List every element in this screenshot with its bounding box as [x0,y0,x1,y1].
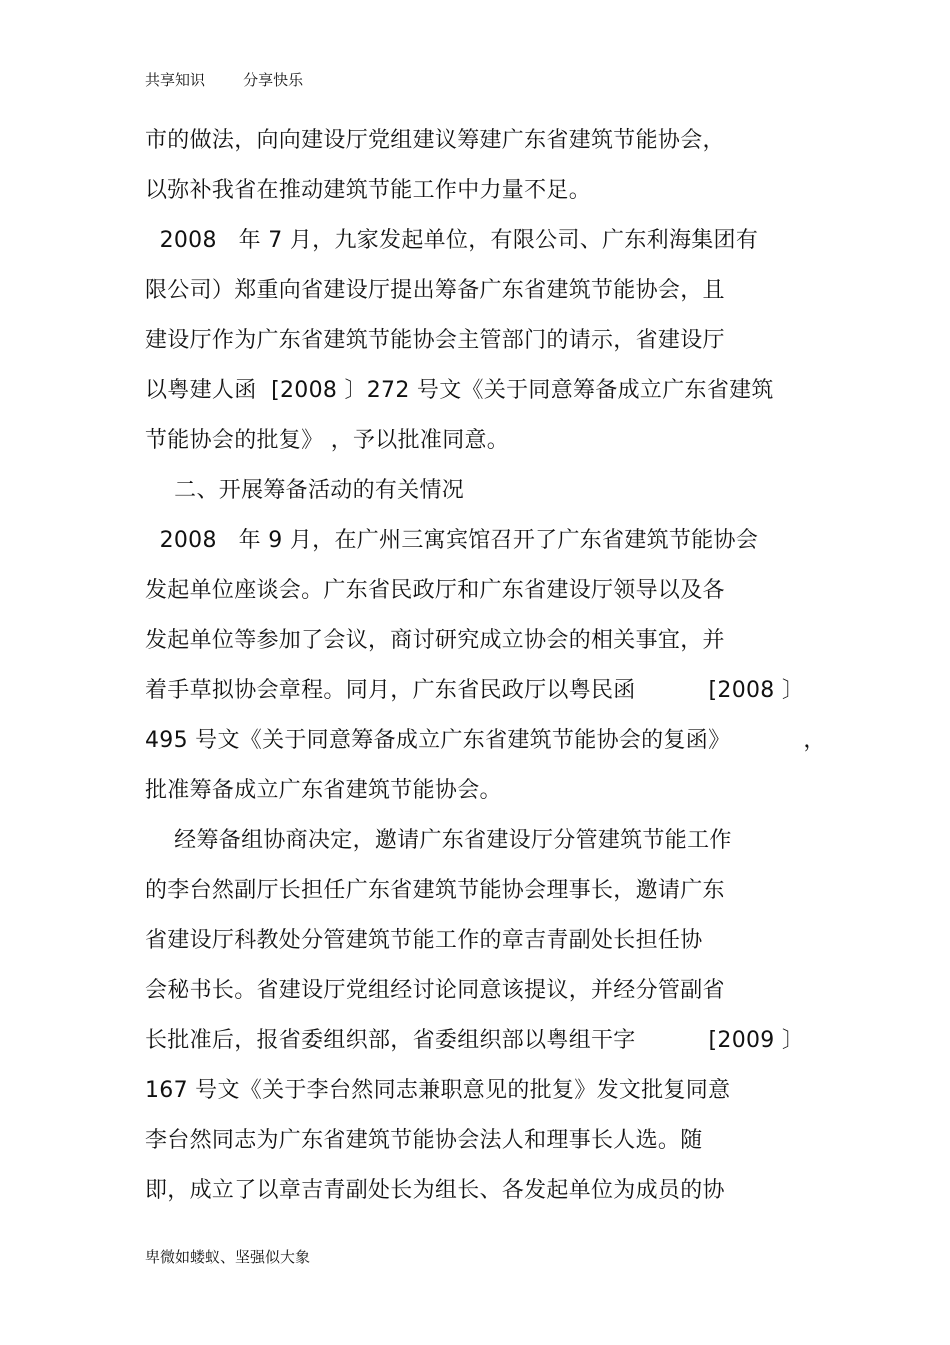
body-line: 以粤建人函 [2008 〕272 号文《关于同意筹备成立广东省建筑 [145,378,774,403]
page-header [145,70,303,90]
body-line: 495 号文《关于同意筹备成立广东省建筑节能协会的复函》 ， [145,728,826,753]
body-line: 着手草拟协会章程。同月，广东省民政厅以粤民函 [2008 〕 [145,678,805,703]
header-left-text: 共享知识 [145,71,206,89]
body-line: 167 号文《关于李台然同志兼职意见的批复》发文批复同意 [145,1078,731,1103]
body-line: 长批准后，报省委组织部，省委组织部以粤组干字 [2009 〕 [145,1028,805,1053]
page-footer: 卑微如蝼蚁、坚强似大象 [145,1248,311,1266]
body-line: 2008 年 7 月，九家发起单位，有限公司、广东利海集团有 [145,228,759,253]
body-line: 以弥补我省在推动建筑节能工作中力量不足。 [145,178,592,203]
body-line: 省建设厅科教处分管建筑节能工作的章吉青副处长担任协 [145,928,703,953]
section-heading: 二、开展筹备活动的有关情况 [145,478,465,503]
body-line: 发起单位等参加了会议，商讨研究成立协会的相关事宜，并 [145,628,725,653]
body-line: 会秘书长。省建设厅党组经讨论同意该提议，并经分管副省 [145,978,725,1003]
body-line: 建设厅作为广东省建筑节能协会主管部门的请示，省建设厅 [145,328,725,353]
body-line: 即，成立了以章吉青副处长为组长、各发起单位为成员的协 [145,1178,725,1203]
header-right-text: 分享快乐 [243,71,304,89]
body-line: 节能协会的批复》 ，予以批准同意。 [145,428,510,453]
body-line: 经筹备组协商决定，邀请广东省建设厅分管建筑节能工作 [145,828,732,853]
body-line: 市的做法，向向建设厅党组建议筹建广东省建筑节能协会， [145,128,725,153]
body-line: 李台然同志为广东省建筑节能协会法人和理事长人选。随 [145,1128,703,1153]
body-line: 限公司）郑重向省建设厅提出筹备广东省建筑节能协会，且 [145,278,725,303]
body-line: 的李台然副厅长担任广东省建筑节能协会理事长，邀请广东 [145,878,725,903]
body-line: 2008 年 9 月，在广州三寓宾馆召开了广东省建筑节能协会 [145,528,759,553]
body-line: 批准筹备成立广东省建筑节能协会。 [145,778,502,803]
body-line: 发起单位座谈会。广东省民政厅和广东省建设厅领导以及各 [145,578,725,603]
